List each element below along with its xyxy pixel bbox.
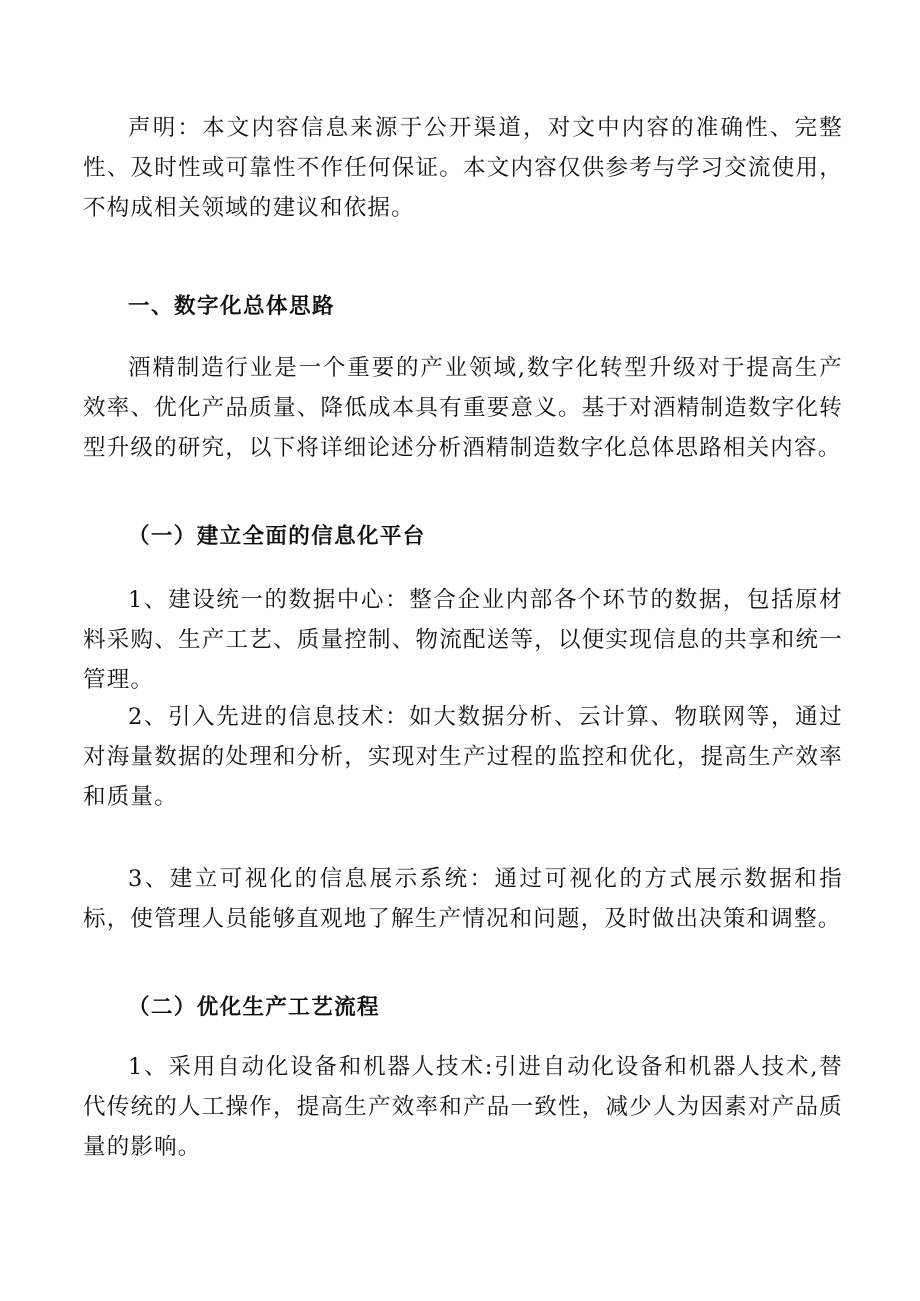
subsection-heading-2: （二）优化生产工艺流程 — [128, 995, 380, 1020]
list-item: 1、采用自动化设备和机器人技术:引进自动化设备和机器人技术,替代传统的人工操作，提高生产效率和产品一致性，减少人为因素对产品质量的影响。 — [83, 1054, 843, 1160]
section-heading: 一、数字化总体思路 — [128, 294, 336, 319]
intro-paragraph: 酒精制造行业是一个重要的产业领域,数字化转型升级对于提高生产效率、优化产品质量、降低成本具有重要意义。基于对酒精制造数字化转型升级的研究，以下将详细论述分析酒精制造数字化总体思路相关内容。 — [83, 355, 843, 461]
disclaimer-paragraph: 声明：本文内容信息来源于公开渠道，对文中内容的准确性、完整性、及时性或可靠性不作任何保证。本文内容仅供参考与学习交流使用，不构成相关领域的建议和依据。 — [83, 115, 843, 221]
list-item: 3、建立可视化的信息展示系统：通过可视化的方式展示数据和指标，使管理人员能够直观地了解生产情况和问题，及时做出决策和调整。 — [83, 866, 843, 932]
list-item: 1、建设统一的数据中心：整合企业内部各个环节的数据，包括原材料采购、生产工艺、质量控制、物流配送等，以便实现信息的共享和统一管理。 — [83, 587, 843, 693]
subsection-heading-1: （一）建立全面的信息化平台 — [128, 524, 426, 549]
list-item: 2、引入先进的信息技术：如大数据分析、云计算、物联网等，通过对海量数据的处理和分析，实现对生产过程的监控和优化，提高生产效率和质量。 — [83, 704, 843, 810]
